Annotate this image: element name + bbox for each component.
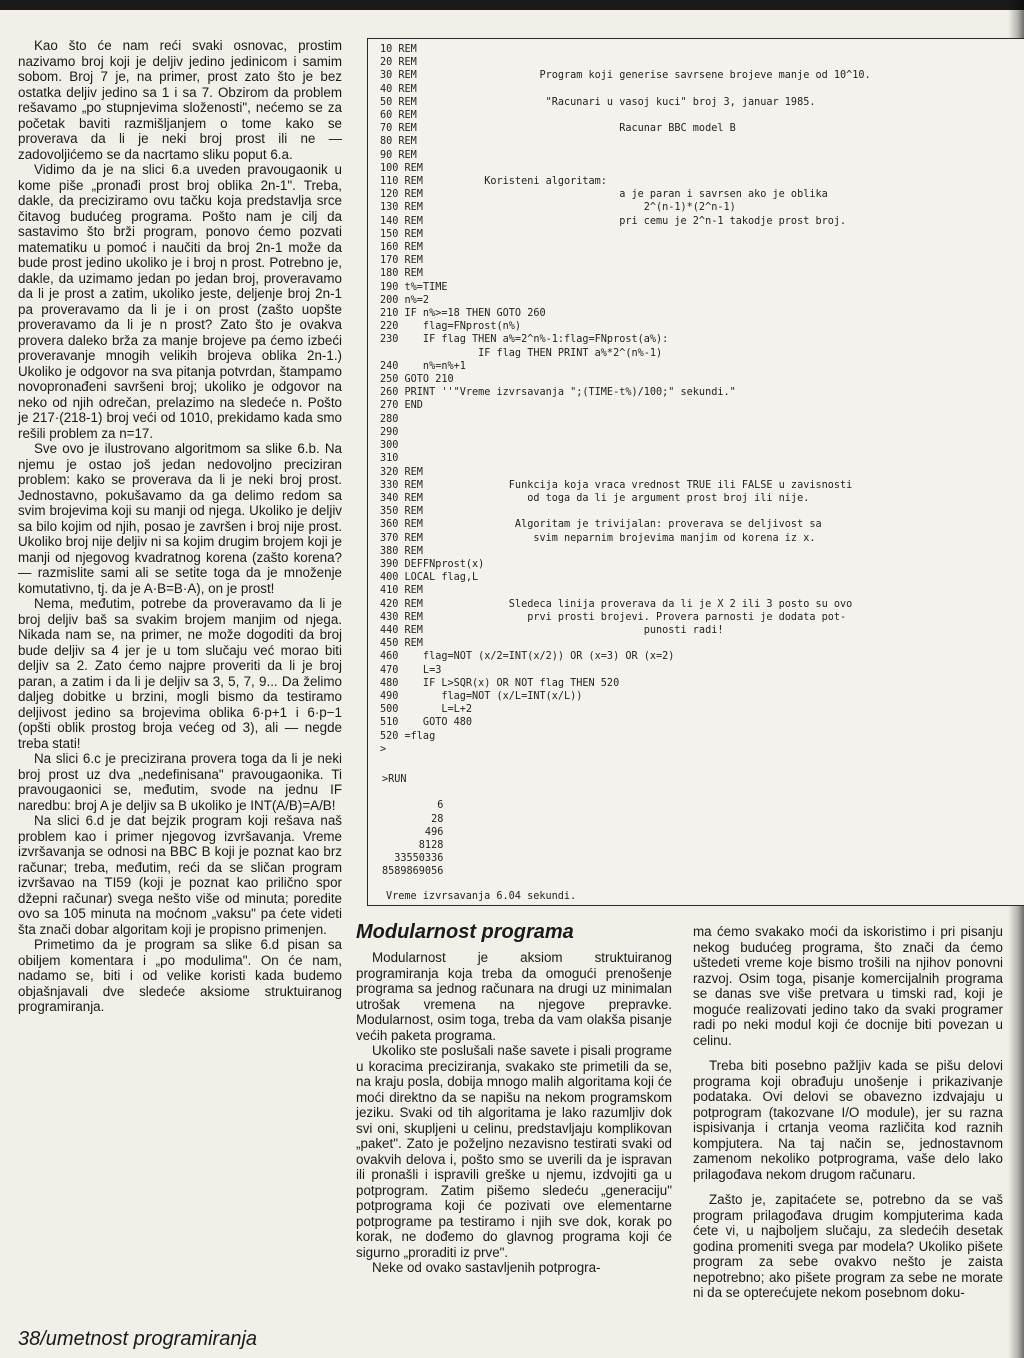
paragraph: Treba biti posebno pažljiv kada se pišu delovi programa koji obrađuju unošenje i prikazivanje podataka. Ovi delovi se obavezno izdvajaju u potprogram (takozvane I/O module), jer su razna ispisivanja i crtanja veoma različita kod raznih kompjutera. Na taj način se, jednostavnom zamenom nekoliko potprograma, vaše delo lako prilagođava nekom drugom računaru.	[693, 1058, 1003, 1182]
page-top-border	[0, 0, 1024, 10]
paragraph: Modularnost je aksiom struktuiranog programiranja koja treba da omogući prenošenje programa sa jednog računara na drugi uz minimalan utrošak vremena na njegove prepravke. Modularnost, osim toga, treba da vam olakša pisanje većih paketa programa.	[356, 950, 672, 1043]
paragraph: Sve ovo je ilustrovano algoritmom sa slike 6.b. Na njemu je ostao još jedan nedovoljno preciziran problem: kako se proverava da li je neki broj prost. Jednostavno, pokušavamo da ga delimo redom sa svim brojevima koji su manji od njega. Ukoliko je deljiv sa bilo kojim od njih, posao je završen i broj nije prost. Ukoliko broj nije deljiv ni sa kojim drugim brojem koji je manji od njegovog kvadratnog korena (zašto korena? — razmislite sami ali se setite toga da je množenje komutativno, tj. da je A·B=B·A), on je prost!	[18, 441, 342, 596]
paragraph: ma ćemo svakako moći da iskoristimo i pri pisanju nekog budućeg programa, što znači da ćemo uštedeti vreme koje bismo trošili na njihov ponovni razvoj. Osim toga, pisanje komercijalnih programa se danas sve više pretvara u timski rad, koji je moguće realizovati jedino tako da svaki programer radi po neki modul koji će docnije biti povezan u celinu.	[693, 924, 1003, 1048]
paragraph: Ukoliko ste poslušali naše savete i pisali programe u koracima preciziranja, svakako ste primetili da se, na kraju posla, dobija mnogo malih algoritama koji će moći direktno da se napišu na nekom programskom jeziku. Svaki od tih algoritama je lako razumljiv dok svi oni, skupljeni u celinu, predstavljaju komplikovan „paket". Zato je poželjno nezavisno testirati svaki od ovakvih delova i, pošto smo se uverili da je ispravan ili pronašli i ispravili greške u njemu, izdvojiti ga u potprogram. Zatim pišemo sledeću „generaciju" potprograma koji će pozivati ove elementarne potprograme pa testiramo i njih sve dok, korak po korak, ne dođemo do glavnog programa koji će sigurno „proraditi iz prve".	[356, 1043, 672, 1260]
paragraph: Na slici 6.d je dat bejzik program koji rešava naš problem kao i primer njegovog izvršavanja. Vreme izvršavanja se odnosi na BBC B koji je poznat kao brz računar; treba, međutim, reći da se sličan program izvršavao na TI59 (koji je poznat kao prilično spor džepni računar) svega nešto više od minuta; poredite ovo sa 105 minuta na moćnom „vaksu" pa ćete videti šta znači dobar algoritam koji je propisno primenjen.	[18, 813, 342, 937]
program-listing-box	[367, 38, 1024, 906]
section-title: Modularnost programa	[356, 921, 574, 943]
right-text-column	[693, 924, 1003, 1301]
execution-time: Vreme izvrsavanja 6.04 sekundi.	[386, 891, 577, 902]
paragraph: Na slici 6.c je precizirana provera toga da li je neki broj prost uz dva „nedefinisana" pravougaonika. Ti pravougaonici se, međutim, svode na jednu IF naredbu: broj A je deljiv sa B ukoliko je INT(A/B)=A/B!	[18, 751, 342, 813]
paragraph: Vidimo da je na slici 6.a uveden pravougaonik u kome piše „pronađi prost broj oblika 2n-1". Treba, dakle, da preciziramo ovu tačku koja predstavlja srce čitavog budućeg programa. Pošto nam je cilj da sastavimo što brži program, ponovo ćemo pozvati matematiku u pomoć i naučiti da broj 2n-1 može da bude prost jedino ukoliko je i broj n prost. Potrebno je, dakle, da uzimamo jedan po jedan broj, proveravamo da li je prost a zatim, ukoliko jeste, deljenje broj 2n-1 pa proveravamo da li je i on prost (zašto uopšte proveravamo da li je n prost? Zato što je ovakva provera daleko brža za manje brojeve pa ćemo izbeći proveravanje mnogih velikih brojeva oblika 2n-1.) Ukoliko je odgovor na sva pitanja potvrdan, štampamo novopronađeni savršeni broj; ukoliko je odgovor na neko od njih odrečan, prelazimo na sledeće n. Pošto je 217·(218-1) broj veći od 1010, prekidamo kada smo rešili problem za n=17.	[18, 162, 342, 441]
page-footer: 38/umetnost programiranja	[18, 1328, 258, 1350]
paragraph: Zašto je, zapitaćete se, potrebno da se vaš program prilagođava drugim kompjuterima kada ćete vi, u najboljem slučaju, za sledećih desetak godina promeniti svega par modela? Ukoliko pišete program za sebe ovakvo nešto je zaista nepotrebno; ako pišete program za sebe ne morate ni da se opterećujete nekom posebnom doku-	[693, 1192, 1003, 1300]
paragraph: Kao što će nam reći svaki osnovac, prostim nazivamo broj koji je deljiv jedino jedinicom i samim sobom. Broj 7 je, na primer, prost zato što je bez ostatka deljiv jedino sa 1 i sa 7. Obzirom da problem rešavamo „po stupnjevima složenosti", nećemo se za početak baviti razmišljanjem o tome kako se proverava da li je neki broj prost ili ne — zadovoljićemo se da nacrtamo sliku poput 6.a.	[18, 38, 342, 162]
paragraph: Neke od ovako sastavljenih potprogra-	[372, 1260, 601, 1275]
basic-code-listing: 10 REM 20 REM 30 REM Program koji generise savrsene brojeve manje od 10^10. 40 REM 50 REM "Racunari u vasoj kuci" broj 3, januar 1985. 60 REM 70 REM Racunar BBC model B 80 REM 90 REM 100 REM 110 REM Koristeni algoritam: 120 REM a je paran i savrsen ako je oblika 130 REM 2^(n-1)*(2^n-1) 140 REM pri cemu je 2^n-1 takodje prost broj. 150 REM 160 REM 170 REM 180 REM 190 t%=TIME 200 n%=2 210 IF n%>=18 THEN GOTO 260 220 flag=FNprost(n%) 230 IF flag THEN a%=2^n%-1:flag=FNprost(a%): IF flag THEN PRINT a%*2^(n%-1) 240 n%=n%+1 250 GOTO 210 260 PRINT ''"Vreme izvrsavanja ";(TIME-t%)/100;" sekundi." 270 END 280 290 300 310 320 REM 330 REM Funkcija koja vraca vrednost TRUE ili FALSE u zavisnosti 340 REM od toga da li je argument prost broj ili nije. 350 REM 360 REM Algoritam je trivijalan: proverava se deljivost sa 370 REM svim neparnim brojevima manjim od korena iz x. 380 REM 390 DEFFNprost(x) 400 LOCAL flag,L 410 REM 420 REM Sledeca linija proverava da li je X 2 ili 3 posto su ovo 430 REM prvi prosti brojevi. Provera parnosti je dodata pot- 440 REM punosti radi! 450 REM 460 flag=NOT (x/2=INT(x/2)) OR (x=3) OR (x=2) 470 L=3 480 IF L>SQR(x) OR NOT flag THEN 520 490 flag=NOT (x/L=INT(x/L)) 500 L=L+2 510 GOTO 480 520 =flag >	[380, 44, 871, 755]
paragraph: Nema, međutim, potrebe da proveravamo da li je broj deljiv baš sa svakim brojem manjim od njega. Nikada nam se, na primer, ne može dogoditi da broj bude deljiv sa 4 jer je u tom slučaju već morao biti deljiv sa 2. Zato ćemo najpre proveriti da li je broj paran, a zatim i da li je deljiv sa 3, 5, 7, 9... Da želimo daljeg dobitke u brzini, mogli bismo da testiramo deljivost jedino sa brojevima oblika 6·p+1 i 6·p−1 (opšti oblik prostog broja većeg od 3), ali — negde treba stati!	[18, 596, 342, 751]
middle-text-column	[356, 950, 672, 1276]
left-text-column	[18, 38, 342, 1015]
paragraph: Primetimo da je program sa slike 6.d pisan sa obiljem komentara i „po modulima". On će nam, nadamo se, biti i od velike koristi kada budemo objašnjavali dve sledeće aksiome struktuiranog programiranja.	[18, 937, 342, 1014]
run-output: >RUN 6 28 496 8128 33550336 8589869056	[382, 774, 444, 878]
